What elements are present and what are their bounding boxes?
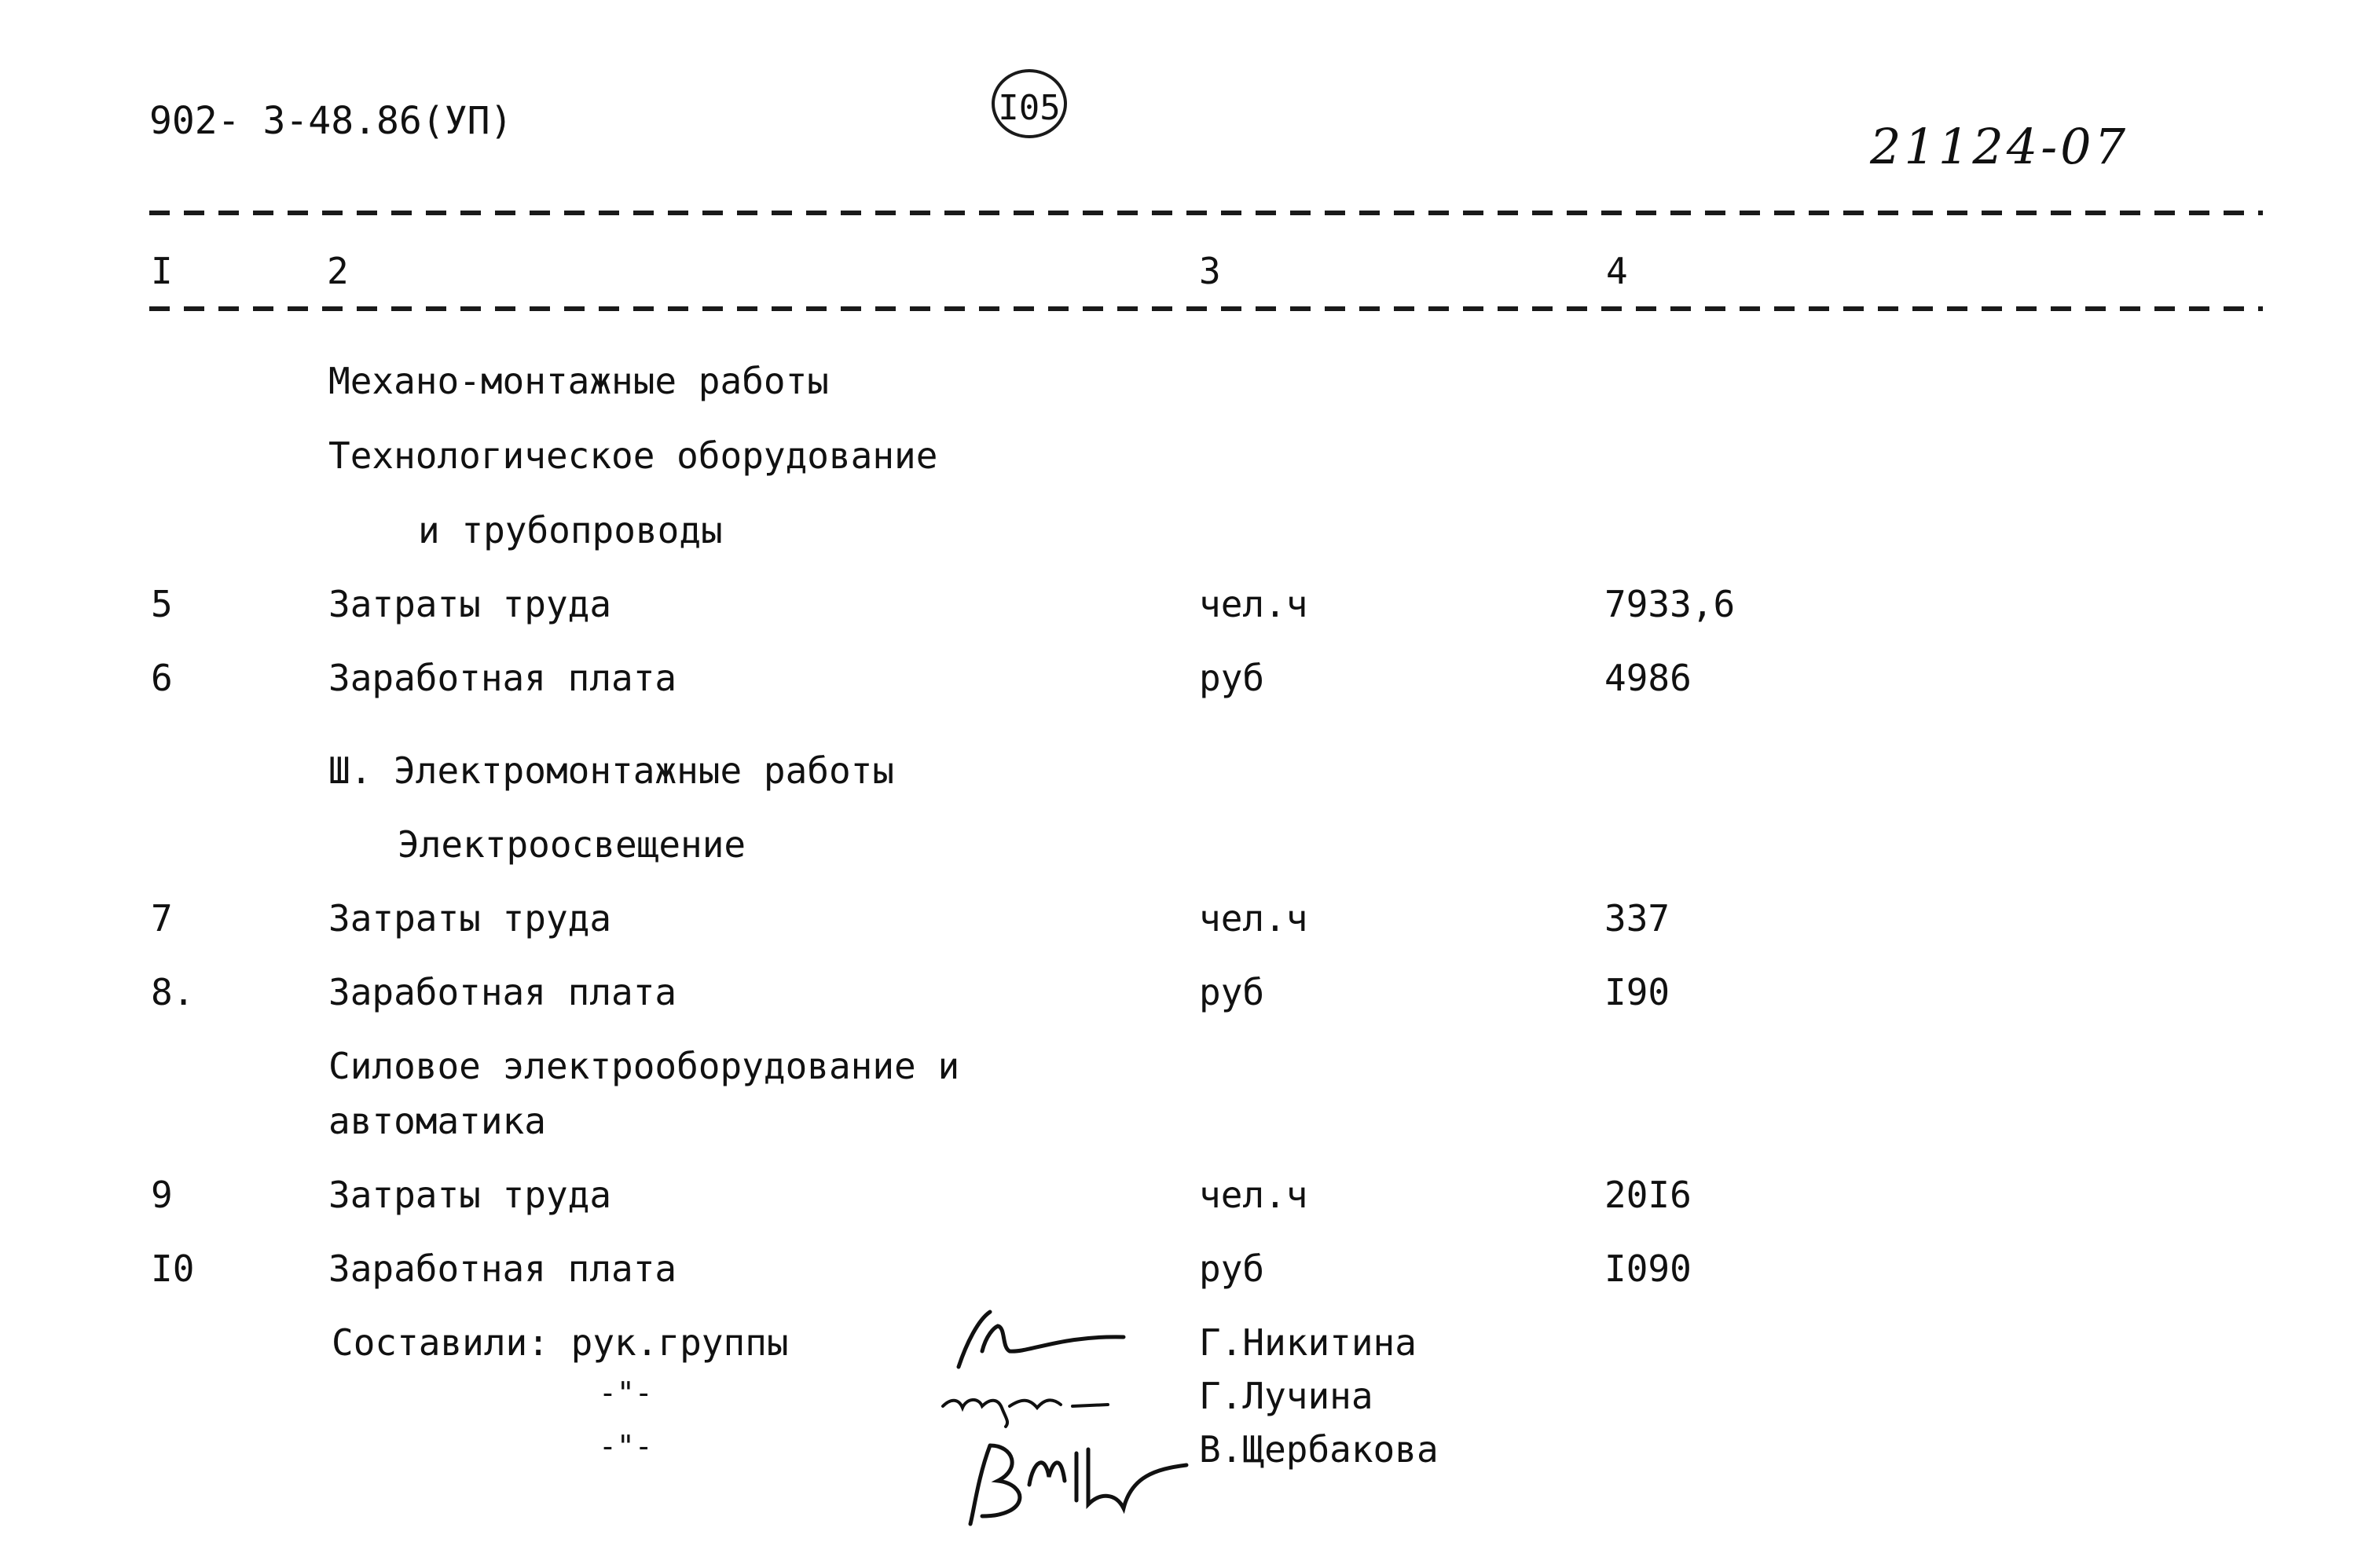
- handwritten-signature-1: [935, 1304, 1139, 1375]
- row-name: Затраты труда: [328, 583, 612, 625]
- column-header-3: 3: [1199, 250, 1221, 292]
- row-name: Затраты труда: [328, 897, 612, 940]
- signatory-name: В.Щербакова: [1199, 1428, 1439, 1471]
- row-name: Заработная плата: [328, 657, 677, 699]
- row-number: 9: [151, 1174, 173, 1216]
- handwritten-signature-3: [959, 1430, 1194, 1532]
- section-title-power: Силовое электрооборудование и: [328, 1045, 960, 1087]
- document-code: 902- 3-48.86(УП): [149, 99, 513, 143]
- row-unit: чел.ч: [1199, 897, 1308, 940]
- row-value: I090: [1604, 1247, 1692, 1290]
- signatory-name: Г.Лучина: [1199, 1375, 1373, 1417]
- ditto-mark: -"-: [599, 1376, 653, 1410]
- row-value: 337: [1604, 897, 1670, 940]
- ditto-mark: -"-: [599, 1429, 653, 1464]
- row-name: Затраты труда: [328, 1174, 612, 1216]
- handwritten-registration-number: 21124-07: [1870, 118, 2129, 175]
- row-value: 7933,6: [1604, 583, 1736, 625]
- row-value: I90: [1604, 971, 1670, 1013]
- page-number-stamp: [992, 69, 1067, 138]
- section-subtitle-automation: автоматика: [328, 1100, 546, 1142]
- column-header-1: I: [151, 250, 173, 292]
- signatory-name: Г.Никитина: [1199, 1321, 1417, 1364]
- row-unit: чел.ч: [1199, 583, 1308, 625]
- column-header-4: 4: [1606, 250, 1628, 292]
- section-subtitle-pipelines: и трубопроводы: [418, 509, 723, 551]
- row-unit: руб: [1199, 657, 1265, 699]
- row-value: 20I6: [1604, 1174, 1692, 1216]
- section-subtitle-equipment: Технологическое оборудование: [328, 434, 938, 477]
- page-number: I05: [998, 88, 1061, 128]
- section-title-mechanical: Механо-монтажные работы: [328, 360, 829, 402]
- section-title-electrical: Ш. Электромонтажные работы: [328, 749, 895, 792]
- row-number: 6: [151, 657, 173, 699]
- row-name: Заработная плата: [328, 971, 677, 1013]
- header-bottom-dashed-rule: [149, 306, 2263, 311]
- row-number: 8.: [151, 971, 195, 1013]
- column-header-2: 2: [327, 250, 349, 292]
- row-number: I0: [151, 1247, 195, 1290]
- section-subtitle-lighting: Электроосвещение: [398, 823, 746, 866]
- top-dashed-rule: [149, 211, 2263, 215]
- row-number: 5: [151, 583, 173, 625]
- row-number: 7: [151, 897, 173, 940]
- row-unit: чел.ч: [1199, 1174, 1308, 1216]
- row-unit: руб: [1199, 1247, 1265, 1290]
- row-name: Заработная плата: [328, 1247, 677, 1290]
- handwritten-signature-2: [935, 1375, 1139, 1430]
- compiled-by-label: Составили: рук.группы: [332, 1321, 789, 1364]
- row-unit: руб: [1199, 971, 1265, 1013]
- row-value: 4986: [1604, 657, 1692, 699]
